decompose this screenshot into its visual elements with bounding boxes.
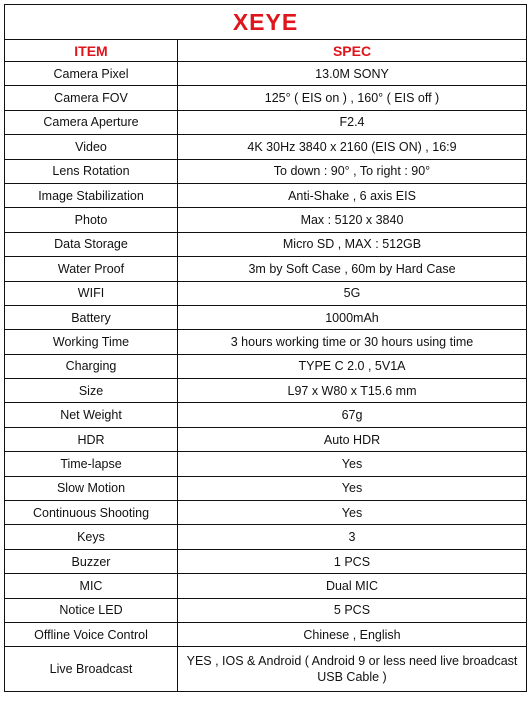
spec-value: L97 x W80 x T15.6 mm [178, 379, 527, 403]
table-row [5, 452, 527, 476]
table-row [5, 232, 527, 256]
spec-value: TYPE C 2.0 , 5V1A [178, 354, 527, 378]
spec-item-label: Buzzer [5, 549, 178, 573]
spec-sheet [4, 4, 526, 692]
spec-item-label: Battery [5, 305, 178, 329]
table-row [5, 525, 527, 549]
table-row [5, 208, 527, 232]
table-row [5, 135, 527, 159]
table-row [5, 574, 527, 598]
table-row [5, 476, 527, 500]
product-title: XEYE [5, 5, 527, 40]
table-row [5, 330, 527, 354]
spec-value: YES , IOS & Android ( Android 9 or less need live broadcast USB Cable ) [178, 647, 527, 692]
table-row [5, 427, 527, 451]
spec-table-body [5, 62, 527, 692]
spec-value: 67g [178, 403, 527, 427]
table-row [5, 403, 527, 427]
spec-item-label: Time-lapse [5, 452, 178, 476]
spec-item-label: HDR [5, 427, 178, 451]
table-row [5, 183, 527, 207]
table-row [5, 622, 527, 646]
spec-item-label: MIC [5, 574, 178, 598]
spec-value: 125° ( EIS on ) , 160° ( EIS off ) [178, 86, 527, 110]
spec-value: Yes [178, 501, 527, 525]
spec-value: 1 PCS [178, 549, 527, 573]
spec-value: Dual MIC [178, 574, 527, 598]
spec-item-label: Offline Voice Control [5, 622, 178, 646]
spec-value: 5 PCS [178, 598, 527, 622]
table-row [5, 501, 527, 525]
spec-value: Anti-Shake , 6 axis EIS [178, 183, 527, 207]
table-row [5, 305, 527, 329]
spec-item-label: Live Broadcast [5, 647, 178, 692]
spec-value: 3 hours working time or 30 hours using time [178, 330, 527, 354]
spec-item-label: Size [5, 379, 178, 403]
spec-item-label: Camera Pixel [5, 62, 178, 86]
title-row [5, 5, 527, 40]
spec-item-label: Water Proof [5, 257, 178, 281]
spec-item-label: Photo [5, 208, 178, 232]
spec-item-label: Lens Rotation [5, 159, 178, 183]
spec-item-label: Keys [5, 525, 178, 549]
column-header-row [5, 40, 527, 62]
spec-value: 5G [178, 281, 527, 305]
spec-value: Chinese , English [178, 622, 527, 646]
table-row [5, 86, 527, 110]
item-column-header: ITEM [5, 40, 178, 62]
spec-item-label: Charging [5, 354, 178, 378]
spec-item-label: Video [5, 135, 178, 159]
table-row [5, 62, 527, 86]
spec-item-label: Net Weight [5, 403, 178, 427]
spec-value: 13.0M SONY [178, 62, 527, 86]
spec-value: 3 [178, 525, 527, 549]
table-row [5, 647, 527, 692]
spec-value: To down : 90° , To right : 90° [178, 159, 527, 183]
table-row [5, 257, 527, 281]
spec-item-label: Working Time [5, 330, 178, 354]
spec-item-label: Slow Motion [5, 476, 178, 500]
spec-item-label: Notice LED [5, 598, 178, 622]
spec-value: F2.4 [178, 110, 527, 134]
spec-item-label: Data Storage [5, 232, 178, 256]
table-row [5, 598, 527, 622]
spec-item-label: Camera FOV [5, 86, 178, 110]
table-row [5, 379, 527, 403]
spec-item-label: Image Stabilization [5, 183, 178, 207]
spec-item-label: WIFI [5, 281, 178, 305]
spec-table [4, 4, 527, 692]
spec-value: Auto HDR [178, 427, 527, 451]
table-row [5, 159, 527, 183]
spec-value: 3m by Soft Case , 60m by Hard Case [178, 257, 527, 281]
spec-value: Yes [178, 452, 527, 476]
spec-value: Max : 5120 x 3840 [178, 208, 527, 232]
spec-column-header: SPEC [178, 40, 527, 62]
spec-value: 1000mAh [178, 305, 527, 329]
spec-value: Micro SD , MAX : 512GB [178, 232, 527, 256]
table-row [5, 110, 527, 134]
spec-value: Yes [178, 476, 527, 500]
table-row [5, 549, 527, 573]
spec-value: 4K 30Hz 3840 x 2160 (EIS ON) , 16:9 [178, 135, 527, 159]
spec-item-label: Continuous Shooting [5, 501, 178, 525]
table-row [5, 281, 527, 305]
table-row [5, 354, 527, 378]
spec-item-label: Camera Aperture [5, 110, 178, 134]
